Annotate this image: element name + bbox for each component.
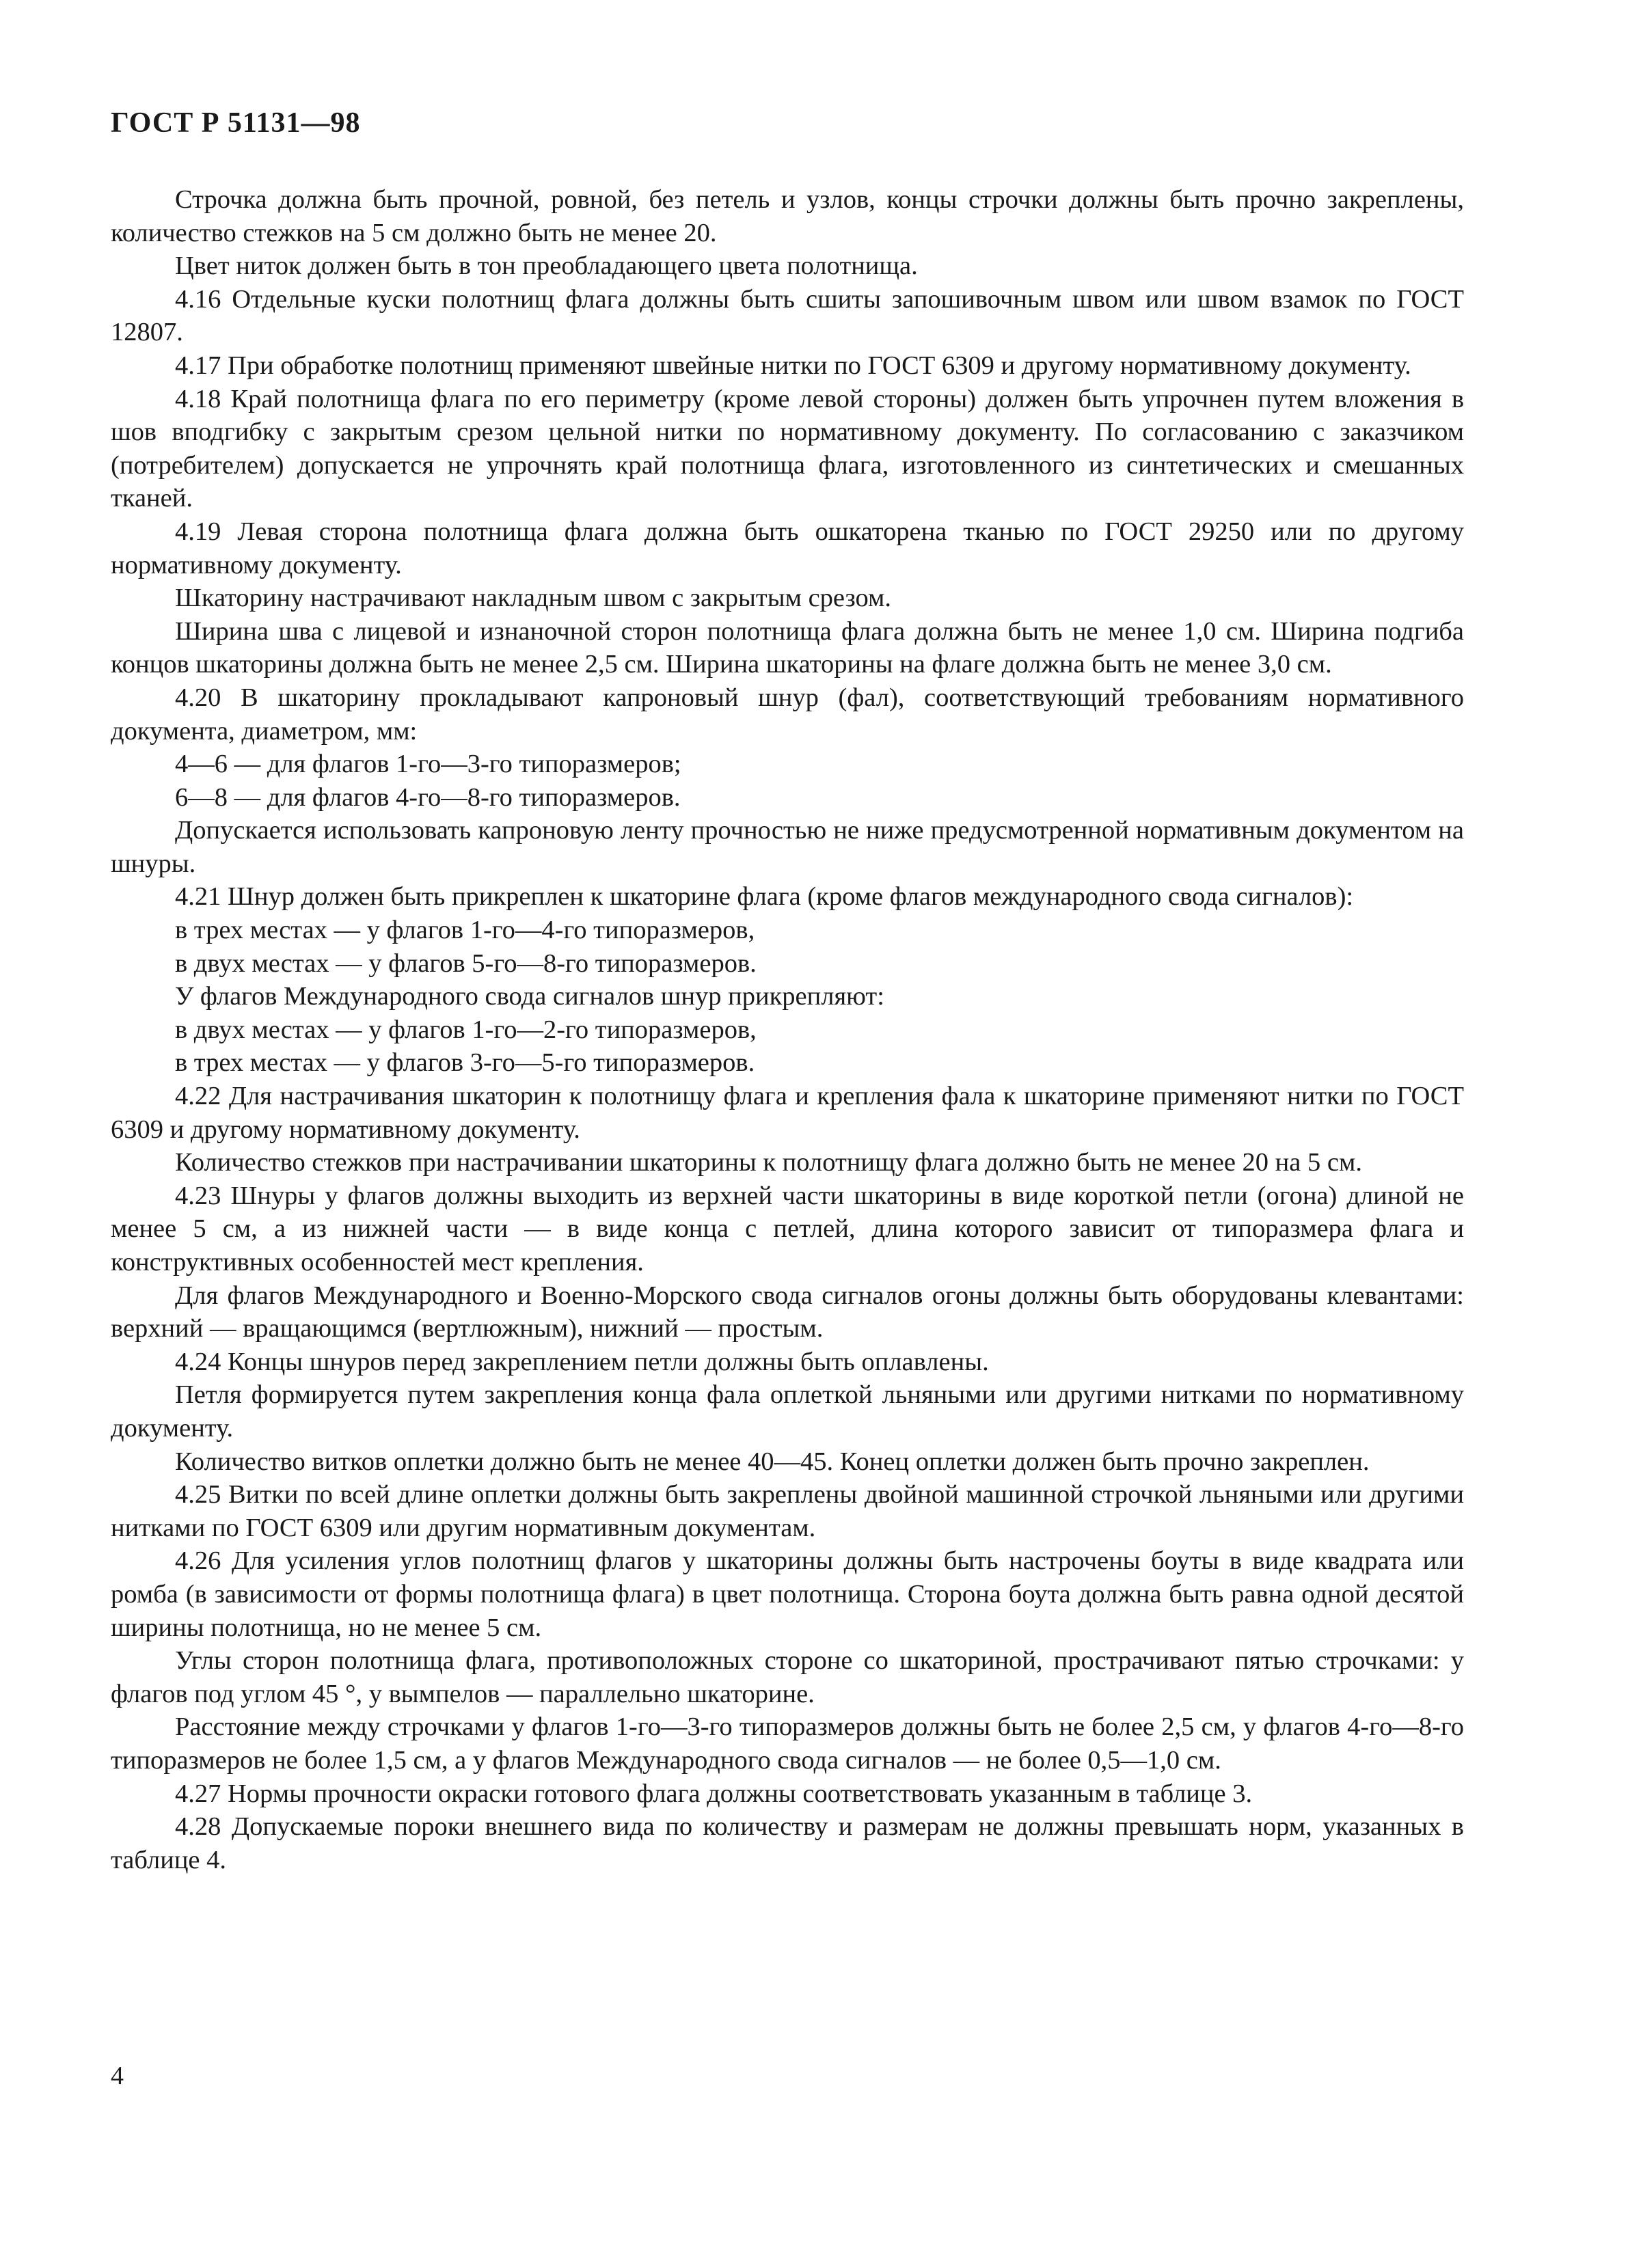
document-body	[111, 183, 1464, 1876]
paragraph: Для флагов Международного и Военно-Морского свода сигналов огоны должны быть оборудованы клевантами: верхний — вращающимся (вертлюжным), нижний — простым.	[111, 1281, 1464, 1343]
page-number: 4	[111, 2062, 124, 2090]
list-item: в трех местах — у флагов 1-го—4-го типоразмеров,	[175, 916, 755, 945]
paragraph: Углы сторон полотнища флага, противоположных стороне со шкаториной, прострачивают пятью строчками: у флагов под углом 45 °, у вымпелов — параллельно шкаторине.	[111, 1646, 1464, 1708]
paragraph: Количество витков оплетки должно быть не менее 40—45. Конец оплетки должен быть прочно закреплен.	[175, 1447, 1370, 1476]
paragraph: 4.22 Для настрачивания шкаторин к полотнищу флага и крепления фала к шкаторине применяют нитки по ГОСТ 6309 и другому нормативному документу.	[111, 1082, 1464, 1144]
paragraph: 4.20 В шкаторину прокладывают капроновый шнур (фал), соответствующий требованиям нормативного документа, диаметром, мм:	[111, 683, 1464, 746]
paragraph: 4.21 Шнур должен быть прикреплен к шкаторине флага (кроме флагов международного свода сигналов):	[175, 882, 1354, 912]
paragraph: 4.18 Край полотнища флага по его периметру (кроме левой стороны) должен быть упрочнен путем вложения в шов вподгибку с закрытым срезом цельной нитки по нормативному документу. По согласованию с заказчиком (потребителем) допускается не упрочнять край полотнища флага, изготовленного из синтетических и смешанных тканей.	[111, 384, 1464, 513]
paragraph: 4.23 Шнуры у флагов должны выходить из верхней части шкаторины в виде короткой петли (огона) длиной не менее 5 см, а из нижней части — в виде конца с петлей, длина которого зависит от типоразмера флага и конструктивных особенностей мест крепления.	[111, 1181, 1464, 1276]
list-item: в двух местах — у флагов 5-го—8-го типоразмеров.	[175, 948, 757, 978]
paragraph: Шкаторину настрачивают накладным швом с закрытым срезом.	[175, 584, 891, 613]
list-item: в двух местах — у флагов 1-го—2-го типоразмеров,	[175, 1015, 757, 1044]
paragraph: Строчка должна быть прочной, ровной, без петель и узлов, концы строчки должны быть прочно закреплены, количество стежков на 5 см должно быть не менее 20.	[111, 185, 1464, 247]
paragraph: 4.26 Для усиления углов полотнищ флагов у шкаторины должны быть настрочены боуты в виде квадрата или ромба (в зависимости от формы полотнища флага) в цвет полотнища. Сторона боута должна быть равна одной десятой ширины полотнища, но не менее 5 см.	[111, 1546, 1464, 1642]
paragraph: Допускается использовать капроновую ленту прочностью не ниже предусмотренной нормативным документом на шнуры.	[111, 816, 1464, 878]
paragraph: У флагов Международного свода сигналов шнур прикрепляют:	[175, 982, 884, 1011]
list-item: в трех местах — у флагов 3-го—5-го типоразмеров.	[175, 1048, 755, 1078]
document-header: ГОСТ Р 51131—98	[111, 107, 361, 139]
paragraph: Петля формируется путем закрепления конца фала оплеткой льняными или другими нитками по нормативному документу.	[111, 1380, 1464, 1443]
paragraph: Ширина шва с лицевой и изнаночной сторон полотнища флага должна быть не менее 1,0 см. Ширина подгиба концов шкаторины должна быть не менее 2,5 см. Ширина шкаторины на флаге должна быть не менее 3,0 см.	[111, 616, 1464, 679]
paragraph: Цвет ниток должен быть в тон преобладающего цвета полотнища.	[175, 251, 918, 281]
paragraph: Расстояние между строчками у флагов 1-го—3-го типоразмеров должны быть не более 2,5 см, у флагов 4-го—8-го типоразмеров не более 1,5 см, а у флагов Международного свода сигналов — не более 0,5—1,0 см.	[111, 1712, 1464, 1775]
paragraph: 4.19 Левая сторона полотнища флага должна быть ошкаторена тканью по ГОСТ 29250 или по другому нормативному документу.	[111, 517, 1464, 579]
paragraph: Количество стежков при настрачивании шкаторины к полотнищу флага должно быть не менее 20 на 5 см.	[175, 1148, 1362, 1177]
paragraph: 4.27 Нормы прочности окраски готового флага должны соответствовать указанным в таблице 3.	[175, 1779, 1253, 1808]
paragraph: 4.24 Концы шнуров перед закреплением петли должны быть оплавлены.	[175, 1347, 989, 1376]
list-item: 4—6 — для флагов 1-го—3-го типоразмеров;	[175, 750, 681, 779]
paragraph: 4.17 При обработке полотнищ применяют швейные нитки по ГОСТ 6309 и другому нормативному документу.	[175, 351, 1411, 380]
paragraph: 4.25 Витки по всей длине оплетки должны быть закреплены двойной машинной строчкой льняными или другими нитками по ГОСТ 6309 или другим нормативным документам.	[111, 1480, 1464, 1542]
paragraph: 4.28 Допускаемые пороки внешнего вида по количеству и размерам не должны превышать норм, указанных в таблице 4.	[111, 1812, 1464, 1874]
paragraph: 4.16 Отдельные куски полотнищ флага должны быть сшиты запошивочным швом или швом взамок по ГОСТ 12807.	[111, 284, 1464, 347]
list-item: 6—8 — для флагов 4-го—8-го типоразмеров.	[175, 782, 681, 812]
